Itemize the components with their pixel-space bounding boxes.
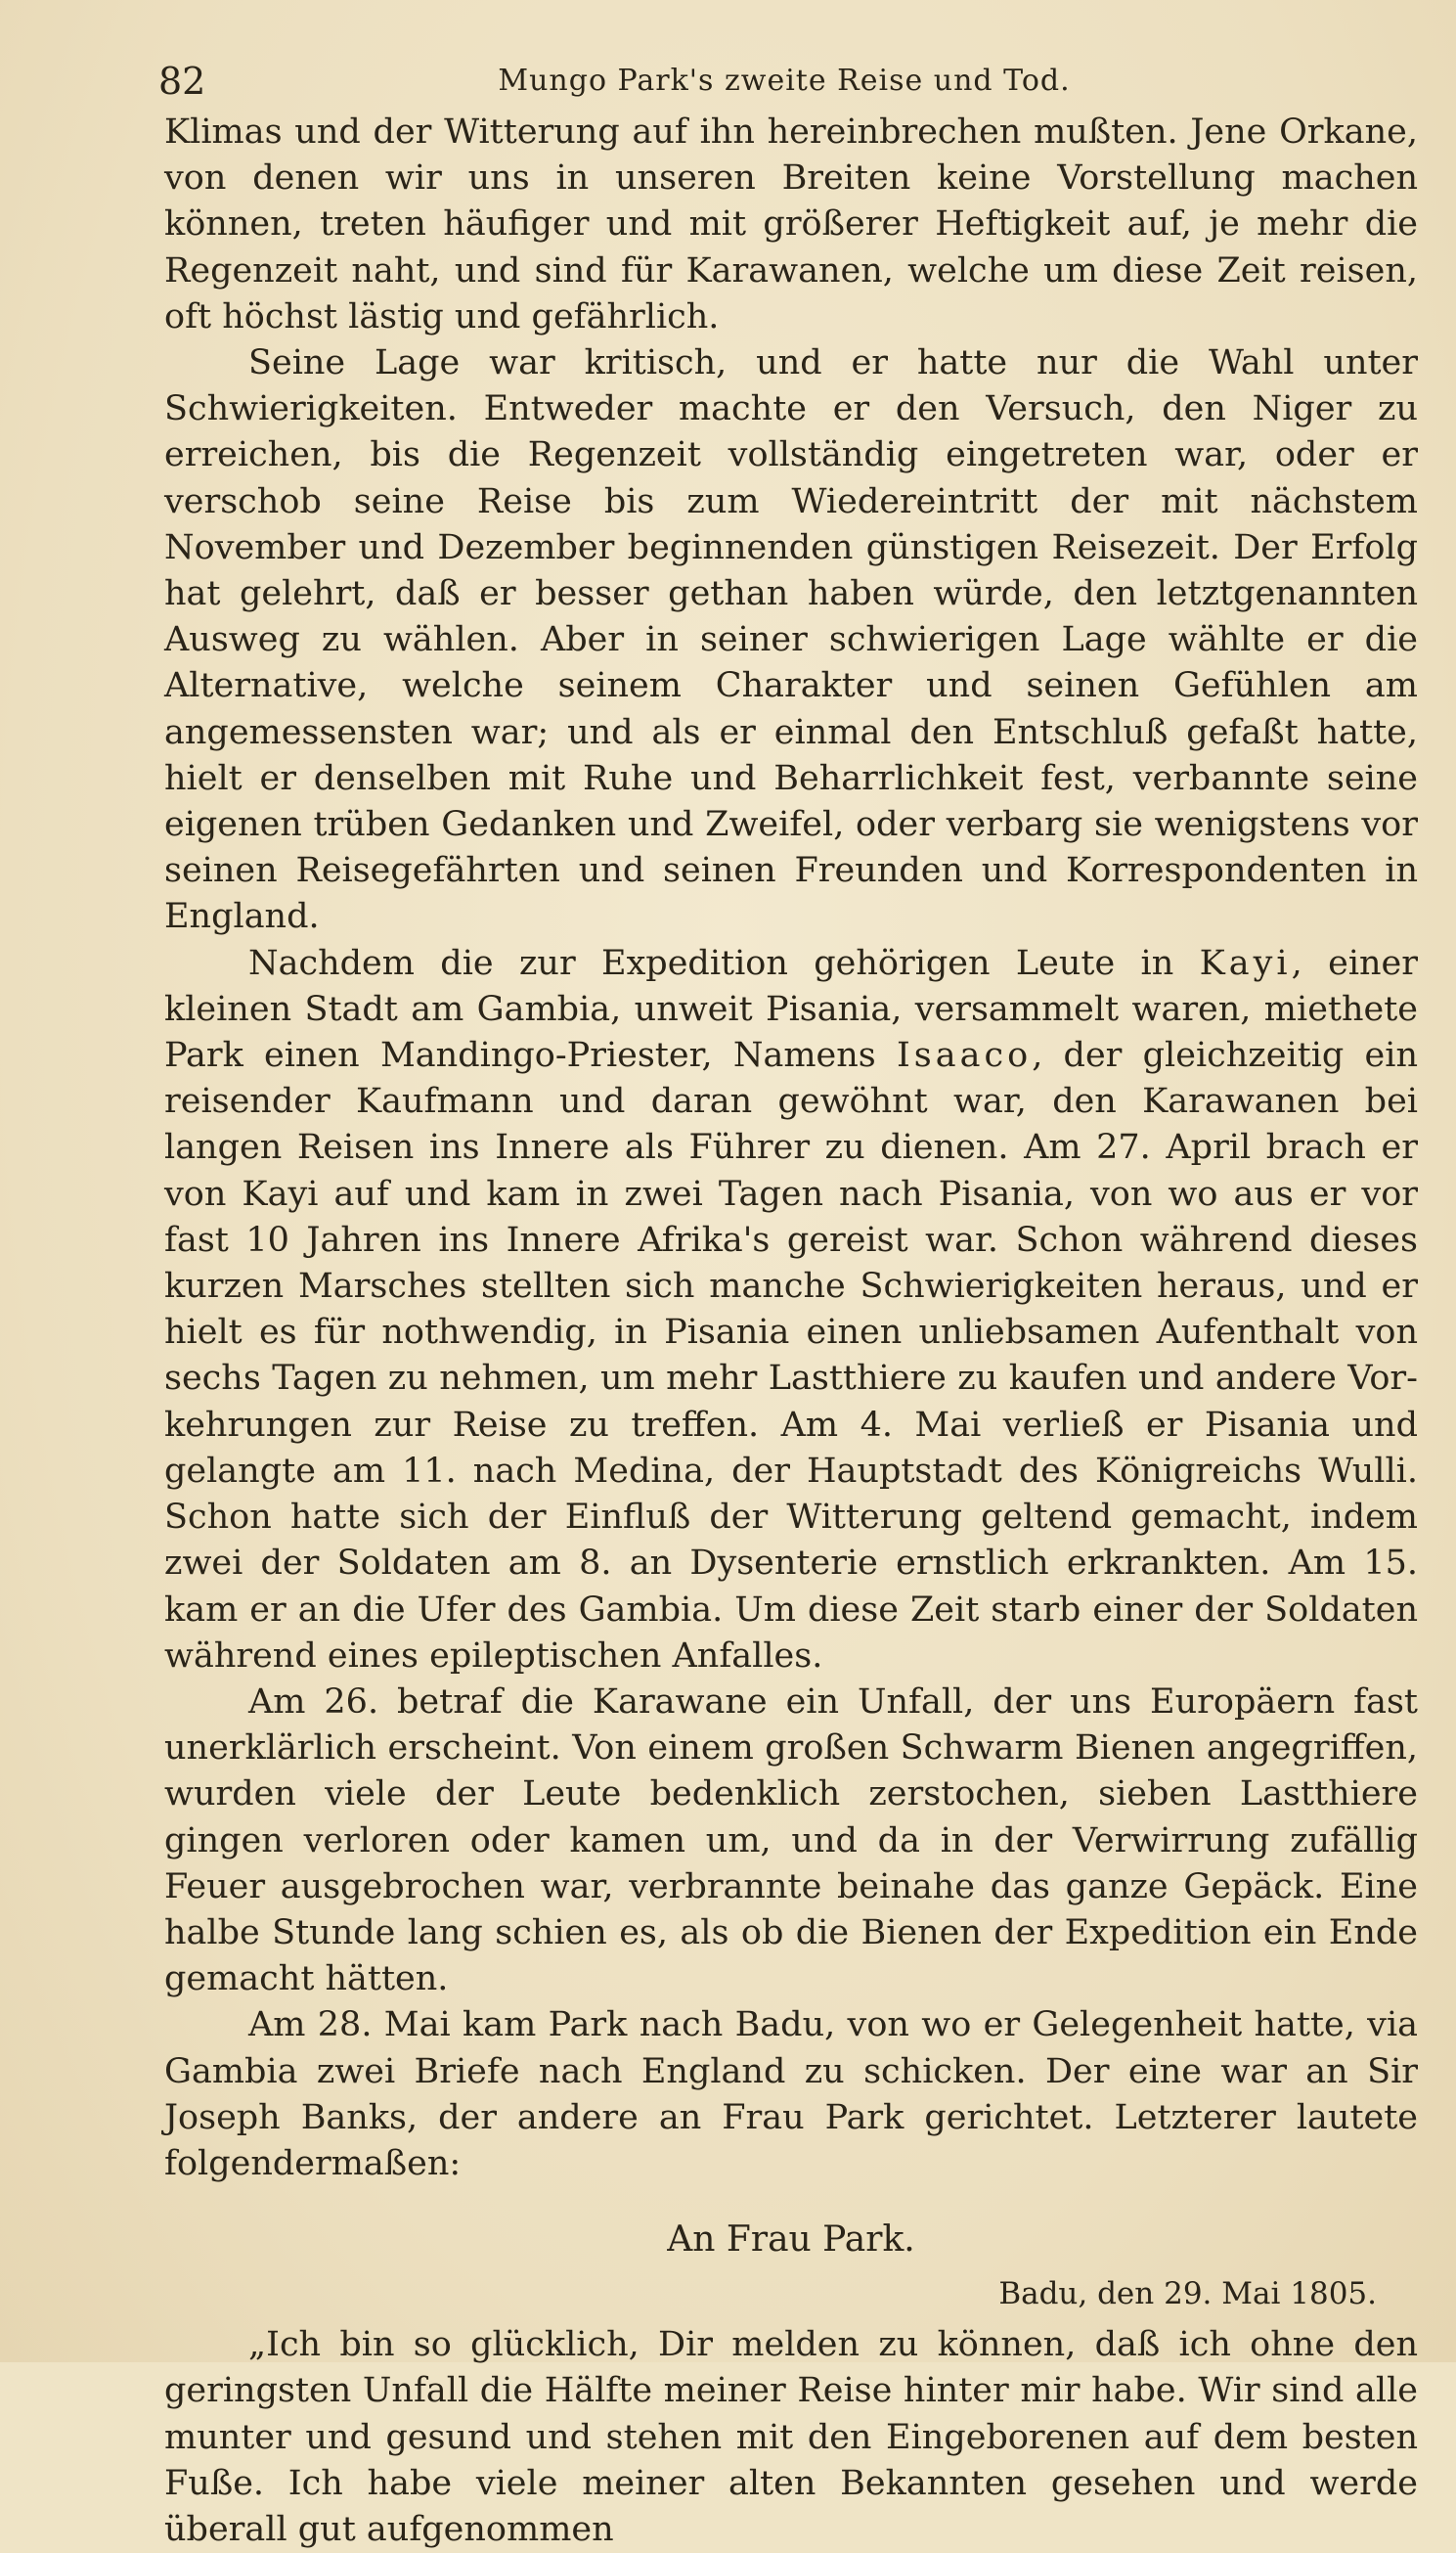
letter-heading: An Frau Park.: [667, 2219, 915, 2261]
running-head: Mungo Park's zweite Reise und Tod.: [498, 64, 1071, 98]
paragraph-3: [164, 941, 1418, 1680]
letter-text: „Ich bin so glücklich, Dir melden zu können, daß ich ohne den geringsten Unfall die Hälfte meiner Reise hinter mir habe. Wir sind alle munter und gesund und stehen mit den Eingeborenen auf dem besten Fuße. Ich habe viele meiner alten Bekannten gesehen und werde überall gut aufgenommen: [164, 2325, 1418, 2549]
paragraph-4: Am 26. betraf die Karawane ein Unfall, der uns Europäern fast unerklärlich erscheint. Von einem großen Schwarm Bienen angegriffen, wurden viele der Leute bedenklich zerstochen, sieben Lastthiere gingen verloren oder kamen um, und da in der Verwirrung zufällig Feuer ausgebrochen war, verbrannte beinahe das ganze Gepäck. Eine halbe Stunde lang schien es, als ob die Bienen der Expedition ein Ende gemacht hätten.: [164, 1681, 1418, 1999]
paragraph-3-part-2: , einer kleinen Stadt am Gambia, unweit Pisania, versammelt waren, miethete Park einen Mandingo-Priester, Namens: [164, 943, 1418, 1076]
paragraph-5: Am 28. Mai kam Park nach Badu, von wo er Gelegenheit hatte, via Gambia zwei Briefe nach England zu schicken. Der eine war an Sir Joseph Banks, der andere an Frau Park gerichtet. Letzterer lautete folgendermaßen:: [164, 2005, 1418, 2183]
paragraph-3-part-1: Nachdem die zur Expedition gehörigen Leute in: [248, 943, 1200, 983]
body-text: [164, 110, 1418, 2553]
paragraph-2: Seine Lage war kritisch, und er hatte nur die Wahl unter Schwierigkeiten. Entweder machte er den Versuch, den Niger zu erreichen, bis die Regenzeit vollständig eingetreten war, oder er verschob seine Reise bis zum Wiedereintritt der mit nächstem November und Dezember beginnenden günstigen Reisezeit. Der Erfolg hat gelehrt, daß er besser gethan haben würde, den letztgenannten Ausweg zu wählen. Aber in seiner schwierigen Lage wählte er die Alternative, welche seinem Charakter und seinen Gefühlen am angemessensten war; und als er einmal den Entschluß gefaßt hatte, hielt er denselben mit Ruhe und Beharrlichkeit fest, verbannte seine eigenen trüben Gedanken und Zweifel, oder verbarg sie wenigstens vor seinen Reisegefährten und seinen Freunden und Korrespondenten in England.: [164, 343, 1418, 937]
page-header: [158, 57, 1410, 106]
place-name-kayi: Kayi: [1199, 943, 1292, 983]
letter-dateline: Badu, den 29. Mai 1805.: [998, 2276, 1377, 2312]
paragraph-1: Klimas und der Witterung auf ihn hereinbrechen mußten. Jene Orkane, von denen wir uns in unseren Breiten keine Vorstellung machen können, treten häufiger und mit größerer Heftigkeit auf, je mehr die Regenzeit naht, und sind für Karawanen, welche um diese Zeit reisen, oft höchst lästig und gefährlich.: [164, 112, 1418, 336]
paragraph-3-part-3: , der gleichzeitig ein reisender Kaufmann und daran gewöhnt war, den Karawanen bei langen Reisen ins Innere als Führer zu dienen. Am 27. April brach er von Kayi auf und kam in zwei Tagen nach Pisania, von wo aus er vor fast 10 Jahren ins Innere Afrika's gereist war. Schon während dieses kurzen Marsches stellten sich manche Schwierigkeiten heraus, und er hielt es für nothwendig, in Pisania einen unliebsamen Aufenthalt von sechs Tagen zu nehmen, um mehr Lastthiere zu kaufen und andere Vorkehrungen zur Reise zu treffen. Am 4. Mai verließ er Pisania und gelangte am 11. nach Medina, der Hauptstadt des Königreichs Wulli. Schon hatte sich der Einfluß der Witterung geltend gemacht, indem zwei der Soldaten am 8. an Dysenterie ernstlich erkrankten. Am 15. kam er an die Ufer des Gambia. Um diese Zeit starb einer der Soldaten während eines epileptischen Anfalles.: [164, 1036, 1418, 1676]
page-number: 82: [158, 60, 206, 103]
person-name-isaaco: Isaaco: [896, 1036, 1033, 1076]
